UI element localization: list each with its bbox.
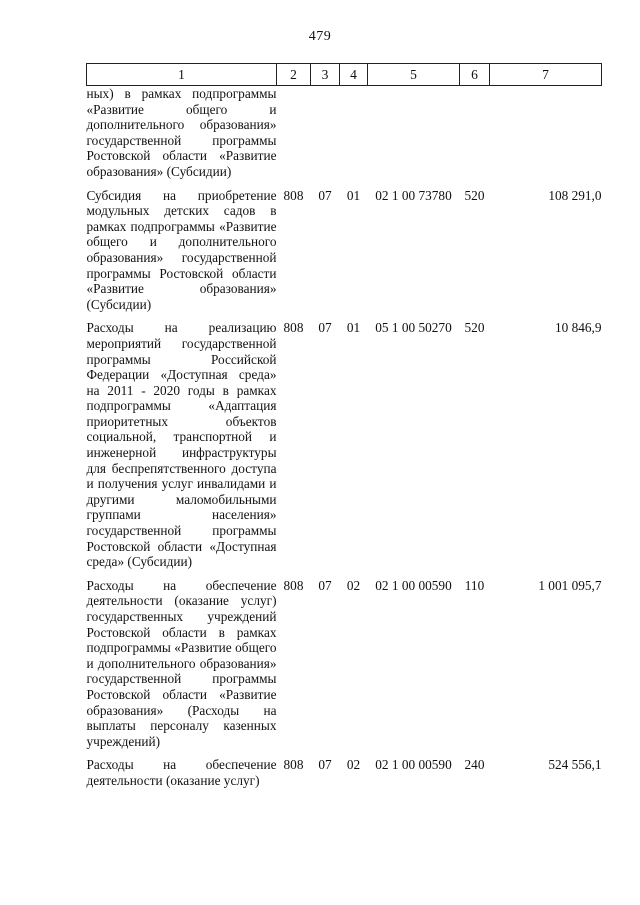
amount: 524 556,1 bbox=[548, 757, 602, 773]
target-article-code bbox=[368, 86, 460, 180]
section-code: 07 bbox=[318, 577, 332, 593]
row-description: Расходы на обеспечение деятельности (оказание услуг) государственных учреждений Ростовской области в рамках подпрограммы «Развитие общего и дополнительного образования» государственной программы Ростовской области «Развитие образования» (Расходы на выплаты персоналу казенных учреждений) bbox=[86, 577, 277, 749]
subsection-code: 02 bbox=[346, 577, 361, 593]
expense-type-code: 520 bbox=[464, 320, 485, 336]
target-article-code: 02 1 00 73780 bbox=[375, 187, 452, 203]
table-header-row bbox=[87, 64, 602, 86]
expense-type-code: 110 bbox=[464, 577, 485, 593]
target-article-code: 02 1 00 00590 bbox=[375, 757, 452, 773]
ministry-code: 808 bbox=[283, 320, 304, 336]
row-description: ных) в рамках подпрограммы «Развитие общего и дополнительного образования» государственной программы Ростовской области «Развитие образования» (Субсидии) bbox=[86, 86, 277, 179]
header-cell: 5 bbox=[368, 64, 460, 86]
table-row bbox=[87, 180, 602, 313]
ministry-code: 808 bbox=[283, 577, 304, 593]
subsection-code bbox=[340, 86, 368, 180]
header-cell: 1 bbox=[87, 64, 277, 86]
expense-type-code: 240 bbox=[464, 757, 485, 773]
target-article-code: 02 1 00 00590 bbox=[375, 577, 452, 593]
table-row bbox=[87, 86, 602, 180]
row-description: Расходы на реализацию мероприятий государственной программы Российской Федерации «Доступная среда» на 2011 - 2020 годы в рамках подпрограммы «Адаптация приоритетных объектов социальной, транспортной и инженерной инфраструктуры для беспрепятственного доступа и получения услуг инвалидами и другими маломобильными группами населения» государственной программы Ростовской области «Доступная среда» (Субсидии) bbox=[86, 320, 277, 570]
amount: 1 001 095,7 bbox=[538, 577, 602, 593]
subsection-code: 02 bbox=[346, 757, 361, 773]
budget-table bbox=[86, 63, 602, 789]
row-description: Субсидия на приобретение модульных детских садов в рамках подпрограммы «Развитие общего и дополнительного образования» государственной программы Ростовской области «Развитие образования» (Субсидии) bbox=[86, 187, 277, 312]
expense-type-code bbox=[460, 86, 490, 180]
ministry-code bbox=[277, 86, 311, 180]
section-code: 07 bbox=[318, 320, 332, 336]
amount: 10 846,9 bbox=[554, 320, 602, 336]
ministry-code: 808 bbox=[283, 187, 304, 203]
header-cell: 7 bbox=[490, 64, 602, 86]
expense-type-code: 520 bbox=[464, 187, 485, 203]
section-code: 07 bbox=[318, 757, 332, 773]
table-row bbox=[87, 312, 602, 570]
header-cell: 6 bbox=[460, 64, 490, 86]
amount bbox=[490, 86, 602, 180]
row-description: Расходы на обеспечение деятельности (оказание услуг) bbox=[86, 757, 277, 788]
header-cell: 4 bbox=[340, 64, 368, 86]
table-row bbox=[87, 749, 602, 788]
section-code bbox=[311, 86, 340, 180]
subsection-code: 01 bbox=[346, 320, 361, 336]
table-row bbox=[87, 570, 602, 750]
amount: 108 291,0 bbox=[548, 187, 602, 203]
header-cell: 3 bbox=[311, 64, 340, 86]
page-number: 479 bbox=[308, 29, 332, 44]
ministry-code: 808 bbox=[283, 757, 304, 773]
section-code: 07 bbox=[318, 187, 332, 203]
subsection-code: 01 bbox=[346, 187, 361, 203]
header-cell: 2 bbox=[277, 64, 311, 86]
target-article-code: 05 1 00 50270 bbox=[375, 320, 452, 336]
